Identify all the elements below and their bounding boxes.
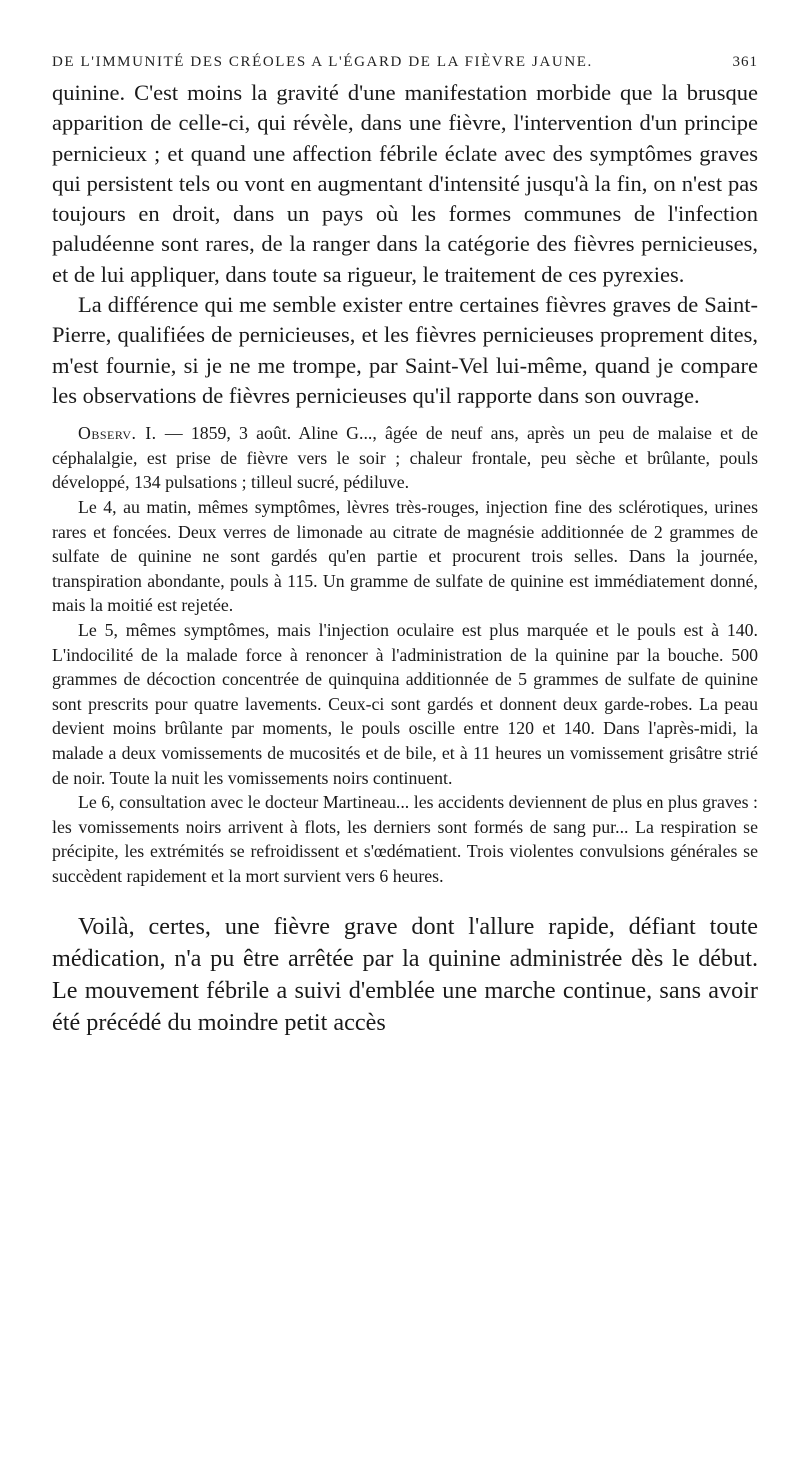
observation-intro-text: — 1859, 3 août. Aline G..., âgée de neuf ans, après un peu de malaise et de céphalalgie, est prise de fièvre vers le soir ; chaleur frontale, peu sèche et brûlante, pouls développé, 134 pulsations ; tilleul sucré, pédiluve. <box>52 423 758 493</box>
body-paragraph-2: La différence qui me semble exister entre certaines fièvres graves de Saint-Pierre, qualifiées de pernicieuses, et les fièvres pernicieuses proprement dites, m'est fournie, si je ne me trompe, par Saint-Vel lui-même, quand je compare les observations de fièvres pernicieuses qu'il rapporte dans son ouvrage. <box>52 292 758 408</box>
observation-paragraph-3: Le 5, mêmes symptômes, mais l'injection oculaire est plus marquée et le pouls est à 140. L'indocilité de la malade force à renoncer à l'administration de la quinine par la bouche. 500 grammes de décoction concentrée de quinquina additionnée de 5 grammes de sulfate de quinine sont prescrits pour quatre lavements. Ceux-ci sont gardés et donnent deux garde-robes. La peau devient moins brûlante par moments, le pouls oscille entre 120 et 140. Dans l'après-midi, la malade a deux vomissements de mucosités et de bile, et à 11 heures un vomissement grisâtre strié de noir. Toute la nuit les vomissements noirs continuent. <box>52 620 758 788</box>
observation-paragraph-4: Le 6, consultation avec le docteur Martineau... les accidents deviennent de plus en plus graves : les vomissements noirs arrivent à flots, les derniers sont formés de sang pur... La respiration se précipite, les extrémités se refroidissent et s'œdématient. Trois violentes convulsions générales se succèdent rapidement et la mort survient vers 6 heures. <box>52 792 758 886</box>
observation-paragraph-1 <box>52 421 758 495</box>
observation-block <box>52 421 758 888</box>
book-page <box>52 52 758 1039</box>
page-number: 361 <box>732 54 758 70</box>
closing-paragraph: Voilà, certes, une fièvre grave dont l'allure rapide, défiant toute médication, n'a pu être arrêtée par la quinine administrée dès le début. Le mouvement fébrile a suivi d'emblée une marche continue, sans avoir été précédé du moindre petit accès <box>52 912 758 1036</box>
running-header <box>52 52 758 78</box>
observation-paragraph-2: Le 4, au matin, mêmes symptômes, lèvres très-rouges, injection fine des sclérotiques, urines rares et foncées. Deux verres de limonade au citrate de magnésie additionnée de 2 grammes de sulfate de quinine ne sont gardés qu'en partie et procurent trois selles. Dans la journée, transpiration abondante, pouls à 115. Un gramme de sulfate de quinine est immédiatement donné, mais la moitié est rejetée. <box>52 497 758 616</box>
observation-label: Observ. I. <box>78 423 157 444</box>
running-title: DE L'IMMUNITÉ DES CRÉOLES A L'ÉGARD DE LA FIÈVRE JAUNE. <box>52 54 593 70</box>
body-paragraph-1: quinine. C'est moins la gravité d'une manifestation morbide que la brusque apparition de celle-ci, qui révèle, dans une fièvre, l'intervention d'un principe pernicieux ; et quand une affection fébrile éclate avec des symptômes graves qui persistent tels ou vont en augmentant d'intensité jusqu'à la fin, on n'est pas toujours en droit, dans un pays où les formes communes de l'infection paludéenne sont rares, de la ranger dans la catégorie des fièvres pernicieuses, et de lui appliquer, dans toute sa rigueur, le traitement de ces pyrexies. <box>52 80 758 287</box>
